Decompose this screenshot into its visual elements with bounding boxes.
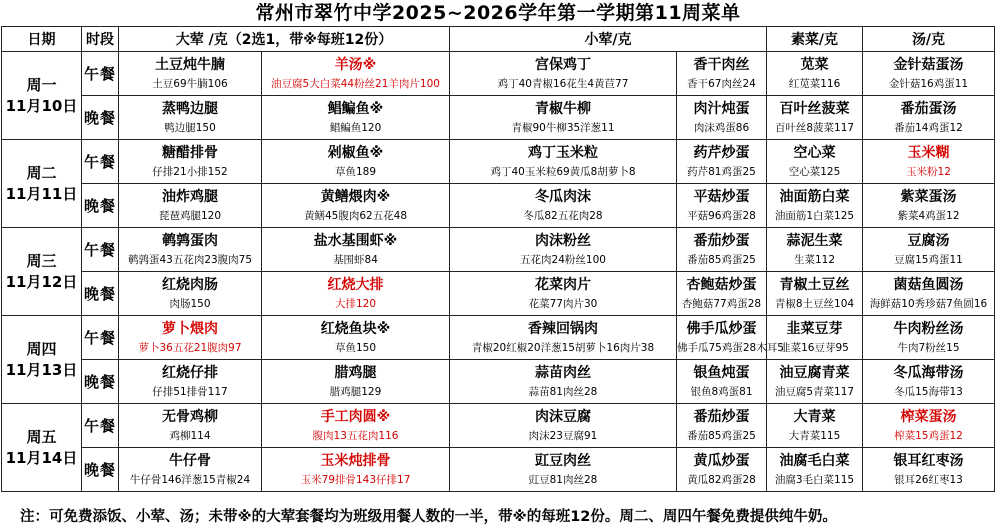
dish-ingredients: 紫菜4鸡蛋12 (897, 210, 960, 222)
menu-row-lunch (2, 140, 995, 184)
dish-ingredients: 玉米79排骨143仔排17 (300, 474, 411, 486)
small-meat-b-cell (677, 272, 767, 316)
dish-name: 油面筋白菜 (779, 189, 850, 205)
big-meat-b-cell (262, 52, 450, 96)
dish-ingredients: 番茄85鸡蛋25 (687, 254, 756, 266)
dish-name: 肉汁炖蛋 (693, 101, 750, 117)
header-small-meat: 小荤/克 (450, 27, 767, 52)
date-label: 11月13日 (5, 360, 78, 379)
dish-name: 蒸鸭边腿 (162, 101, 218, 117)
day-cell (2, 228, 82, 316)
dish-ingredients: 花菜77肉片30 (528, 298, 598, 310)
dish-ingredients: 蒜苗81肉丝28 (528, 386, 598, 398)
dish-ingredients: 基围虾84 (333, 254, 378, 266)
dish-ingredients: 青椒8土豆丝104 (774, 298, 855, 310)
dish-ingredients: 银耳26红枣13 (894, 474, 963, 486)
vegetable-cell (767, 228, 863, 272)
dish-ingredients: 香干67肉丝24 (687, 78, 756, 90)
vegetable-cell (767, 448, 863, 492)
dish-ingredients: 牛肉7粉丝15 (897, 342, 960, 354)
dish-ingredients: 冬瓜82五花肉28 (523, 210, 603, 222)
vegetable-cell (767, 316, 863, 360)
small-meat-a-cell (450, 52, 677, 96)
dish-name: 番茄炒蛋 (693, 233, 750, 249)
big-meat-b-cell (262, 228, 450, 272)
small-meat-b-cell (677, 360, 767, 404)
dish-name: 平菇炒蛋 (693, 189, 750, 205)
big-meat-b-cell (262, 448, 450, 492)
vegetable-cell (767, 184, 863, 228)
dish-name: 土豆炖牛腩 (155, 57, 225, 73)
header-vegetable: 素菜/克 (767, 27, 863, 52)
dish-name: 苋菜 (800, 57, 829, 73)
dish-name: 青椒土豆丝 (779, 277, 850, 293)
small-meat-b-cell (677, 96, 767, 140)
dish-ingredients: 玉米粉12 (906, 166, 951, 178)
small-meat-a-cell (450, 316, 677, 360)
dish-ingredients: 鸡丁40青椒16花生4黄苣77 (497, 78, 629, 90)
menu-row-lunch (2, 228, 995, 272)
dish-ingredients: 杏鲍菇77鸡蛋28 (681, 298, 762, 310)
dish-ingredients: 油豆腐5大白菜44粉丝21羊肉片100 (271, 78, 440, 90)
meal-label: 晚餐 (82, 272, 119, 316)
small-meat-b-cell (677, 448, 767, 492)
day-cell (2, 140, 82, 228)
dish-ingredients: 鸭边腿150 (164, 122, 216, 134)
small-meat-a-cell (450, 272, 677, 316)
weekday-label: 周四 (26, 339, 57, 358)
vegetable-cell (767, 360, 863, 404)
dish-name: 鲳鳊鱼※ (327, 101, 384, 117)
big-meat-a-cell (119, 404, 262, 448)
dish-ingredients: 海鲜菇10秀珍菇7鱼圆16 (869, 298, 988, 310)
dish-ingredients: 仔排51排骨117 (152, 386, 228, 398)
dish-ingredients: 佛手瓜75鸡蛋28木耳5 (677, 342, 784, 354)
dish-ingredients: 黄鳝45腹肉62五花48 (303, 210, 408, 222)
day-cell (2, 404, 82, 492)
dish-name: 豇豆肉丝 (535, 453, 591, 469)
dish-name: 油腐毛白菜 (779, 453, 850, 469)
dish-ingredients: 药芹81鸡蛋25 (687, 166, 756, 178)
dish-name: 香辣回锅肉 (528, 321, 598, 337)
big-meat-b-cell (262, 272, 450, 316)
small-meat-b-cell (677, 404, 767, 448)
vegetable-cell (767, 52, 863, 96)
weekly-menu-table (1, 26, 995, 492)
dish-ingredients: 豇豆81肉丝28 (528, 474, 598, 486)
dish-name: 花菜肉片 (535, 277, 591, 293)
dish-name: 盐水基围虾※ (313, 233, 398, 249)
dish-ingredients: 豆腐15鸡蛋11 (894, 254, 963, 266)
dish-ingredients: 鸡丁40玉米粒69黄瓜8胡萝卜8 (490, 166, 636, 178)
soup-cell (863, 360, 995, 404)
big-meat-b-cell (262, 316, 450, 360)
dish-name: 蒜泥生菜 (786, 233, 843, 249)
dish-ingredients: 空心菜125 (788, 166, 841, 178)
dish-ingredients: 大青菜115 (788, 430, 841, 442)
menu-row-lunch (2, 316, 995, 360)
header-date: 日期 (2, 27, 82, 52)
meal-label: 午餐 (82, 316, 119, 360)
meal-label: 午餐 (82, 140, 119, 184)
soup-cell (863, 184, 995, 228)
small-meat-a-cell (450, 404, 677, 448)
big-meat-a-cell (119, 52, 262, 96)
weekday-label: 周三 (26, 251, 57, 270)
dish-name: 红烧大排 (327, 277, 384, 293)
small-meat-a-cell (450, 360, 677, 404)
dish-name: 空心菜 (793, 145, 836, 161)
menu-row-dinner (2, 96, 995, 140)
dish-ingredients: 腊鸡腿129 (329, 386, 382, 398)
day-cell (2, 316, 82, 404)
meal-label: 晚餐 (82, 448, 119, 492)
soup-cell (863, 140, 995, 184)
small-meat-a-cell (450, 96, 677, 140)
dish-ingredients: 红苋菜116 (788, 78, 841, 90)
dish-ingredients: 仔排21小排152 (152, 166, 228, 178)
big-meat-b-cell (262, 184, 450, 228)
date-label: 11月11日 (5, 184, 78, 203)
dish-name: 大青菜 (793, 409, 836, 425)
dish-name: 鹌鹑蛋肉 (162, 233, 218, 249)
dish-name: 肉沫豆腐 (535, 409, 591, 425)
date-label: 11月14日 (5, 448, 78, 467)
weekday-label: 周二 (26, 163, 57, 182)
header-period: 时段 (82, 27, 119, 52)
soup-cell (863, 448, 995, 492)
dish-ingredients: 萝卜36五花21腹肉97 (138, 342, 242, 354)
dish-name: 宫保鸡丁 (535, 57, 591, 73)
soup-cell (863, 404, 995, 448)
dish-name: 玉米糊 (907, 145, 950, 161)
big-meat-b-cell (262, 404, 450, 448)
dish-name: 手工肉圆※ (320, 409, 391, 425)
big-meat-b-cell (262, 360, 450, 404)
menu-row-lunch (2, 404, 995, 448)
dish-ingredients: 平菇96鸡蛋28 (687, 210, 756, 222)
small-meat-a-cell (450, 228, 677, 272)
dish-name: 剁椒鱼※ (327, 145, 384, 161)
big-meat-a-cell (119, 272, 262, 316)
small-meat-b-cell (677, 184, 767, 228)
dish-name: 番茄蛋汤 (900, 101, 957, 117)
dish-ingredients: 青椒20红椒20洋葱15胡萝卜16肉片38 (471, 342, 655, 354)
dish-ingredients: 油豆腐5青菜117 (774, 386, 855, 398)
dish-ingredients: 大排120 (334, 298, 377, 310)
small-meat-b-cell (677, 316, 784, 360)
weekday-label: 周一 (26, 75, 57, 94)
page-title: 常州市翠竹中学2025~2026学年第一学期第11周菜单 (255, 2, 741, 24)
header-row (2, 27, 995, 52)
dish-name: 鸡丁玉米粒 (528, 145, 598, 161)
meal-label: 午餐 (82, 404, 119, 448)
dish-ingredients: 银鱼8鸡蛋81 (690, 386, 753, 398)
dish-name: 萝卜煨肉 (162, 321, 218, 337)
dish-ingredients: 琵琶鸡腿120 (158, 210, 222, 222)
dish-ingredients: 牛仔骨146洋葱15青椒24 (129, 474, 251, 486)
footer-note: 注：可免费添饭、小荤、汤；未带※的大荤套餐均为班级用餐人数的一半，带※的每班12份。周二、周四午餐免费提供纯牛奶。 (20, 509, 837, 525)
dish-ingredients: 肉肠150 (169, 298, 211, 310)
big-meat-b-cell (262, 96, 450, 140)
big-meat-a-cell (119, 96, 262, 140)
dish-ingredients: 土豆69牛腩106 (152, 78, 228, 90)
dish-ingredients: 肉沫鸡蛋86 (693, 122, 750, 134)
dish-name: 羊汤※ (334, 57, 377, 73)
dish-ingredients: 鹌鹑蛋43五花肉23腹肉75 (127, 254, 253, 266)
dish-ingredients: 百叶丝8菠菜117 (774, 122, 855, 134)
dish-name: 红烧鱼块※ (320, 321, 391, 337)
vegetable-cell (767, 96, 863, 140)
dish-ingredients: 冬瓜15海带13 (894, 386, 963, 398)
dish-ingredients: 草鱼189 (334, 166, 377, 178)
soup-cell (863, 272, 995, 316)
small-meat-a-cell (450, 184, 677, 228)
big-meat-b-cell (262, 140, 450, 184)
dish-ingredients: 草鱼150 (334, 342, 377, 354)
dish-name: 无骨鸡柳 (162, 409, 218, 425)
dish-name: 金针菇蛋汤 (893, 57, 964, 73)
dish-name: 油炸鸡腿 (162, 189, 218, 205)
dish-name: 青椒牛柳 (535, 101, 591, 117)
meal-label: 晚餐 (82, 96, 119, 140)
big-meat-a-cell (119, 448, 262, 492)
dish-name: 银耳红枣汤 (893, 453, 964, 469)
dish-name: 黄瓜炒蛋 (693, 453, 750, 469)
dish-name: 红烧仔排 (162, 365, 218, 381)
dish-name: 油豆腐青菜 (779, 365, 850, 381)
vegetable-cell (767, 140, 863, 184)
dish-name: 银鱼炖蛋 (693, 365, 750, 381)
dish-name: 黄鳝煨肉※ (320, 189, 391, 205)
dish-name: 佛手瓜炒蛋 (686, 321, 757, 337)
dish-name: 药芹炒蛋 (693, 145, 750, 161)
dish-name: 杏鲍菇炒蛋 (686, 277, 757, 293)
small-meat-b-cell (677, 52, 767, 96)
menu-row-dinner (2, 360, 995, 404)
dish-name: 紫菜蛋汤 (900, 189, 957, 205)
dish-name: 香干肉丝 (693, 57, 750, 73)
menu-row-dinner (2, 448, 995, 492)
meal-label: 晚餐 (82, 360, 119, 404)
soup-cell (863, 228, 995, 272)
date-label: 11月10日 (5, 96, 78, 115)
meal-label: 午餐 (82, 228, 119, 272)
dish-name: 蒜苗肉丝 (535, 365, 591, 381)
soup-cell (863, 316, 995, 360)
dish-name: 豆腐汤 (907, 233, 950, 249)
dish-name: 韭菜豆芽 (786, 321, 843, 337)
header-soup: 汤/克 (863, 27, 995, 52)
soup-cell (863, 96, 995, 140)
menu-row-dinner (2, 184, 995, 228)
vegetable-cell (767, 272, 863, 316)
dish-ingredients: 韭菜16豆芽95 (780, 342, 849, 354)
soup-cell (863, 52, 995, 96)
dish-name: 百叶丝菠菜 (779, 101, 850, 117)
dish-name: 腊鸡腿 (334, 365, 377, 381)
menu-row-dinner (2, 272, 995, 316)
dish-ingredients: 番茄14鸡蛋12 (894, 122, 963, 134)
menu-row-lunch (2, 52, 995, 96)
dish-ingredients: 榨菜15鸡蛋12 (894, 430, 963, 442)
dish-name: 冬瓜肉沫 (535, 189, 591, 205)
dish-name: 肉沫粉丝 (535, 233, 591, 249)
small-meat-a-cell (450, 140, 677, 184)
big-meat-a-cell (119, 316, 262, 360)
dish-name: 红烧肉肠 (162, 277, 218, 293)
small-meat-b-cell (677, 140, 767, 184)
dish-ingredients: 油面筋1白菜125 (774, 210, 855, 222)
dish-ingredients: 五花肉24粉丝100 (520, 254, 606, 266)
big-meat-a-cell (119, 228, 262, 272)
dish-name: 菌菇鱼圆汤 (893, 277, 964, 293)
dish-name: 牛肉粉丝汤 (893, 321, 964, 337)
small-meat-a-cell (450, 448, 677, 492)
dish-name: 糖醋排骨 (162, 145, 218, 161)
dish-name: 榨菜蛋汤 (900, 409, 957, 425)
dish-ingredients: 生菜112 (793, 254, 836, 266)
dish-ingredients: 黄瓜82鸡蛋28 (687, 474, 756, 486)
big-meat-a-cell (119, 184, 262, 228)
dish-ingredients: 番茄85鸡蛋25 (687, 430, 756, 442)
dish-name: 玉米炖排骨 (320, 453, 391, 469)
dish-ingredients: 金针菇16鸡蛋11 (888, 78, 969, 90)
meal-label: 午餐 (82, 52, 119, 96)
dish-ingredients: 鲳鳊鱼120 (329, 122, 382, 134)
dish-ingredients: 青椒90牛柳35洋葱11 (511, 122, 615, 134)
dish-ingredients: 鸡柳114 (169, 430, 211, 442)
header-big-meat: 大荤 /克（2选1，带※每班12份） (119, 27, 450, 52)
meal-label: 晚餐 (82, 184, 119, 228)
dish-name: 冬瓜海带汤 (893, 365, 964, 381)
dish-name: 番茄炒蛋 (693, 409, 750, 425)
dish-ingredients: 腹肉13五花肉116 (312, 430, 399, 442)
vegetable-cell (767, 404, 863, 448)
dish-ingredients: 油腐3毛白菜115 (774, 474, 855, 486)
big-meat-a-cell (119, 360, 262, 404)
date-label: 11月12日 (5, 272, 78, 291)
dish-name: 牛仔骨 (169, 453, 211, 469)
weekday-label: 周五 (26, 427, 57, 446)
dish-ingredients: 肉沫23豆腐91 (528, 430, 598, 442)
big-meat-a-cell (119, 140, 262, 184)
day-cell (2, 52, 82, 140)
small-meat-b-cell (677, 228, 767, 272)
